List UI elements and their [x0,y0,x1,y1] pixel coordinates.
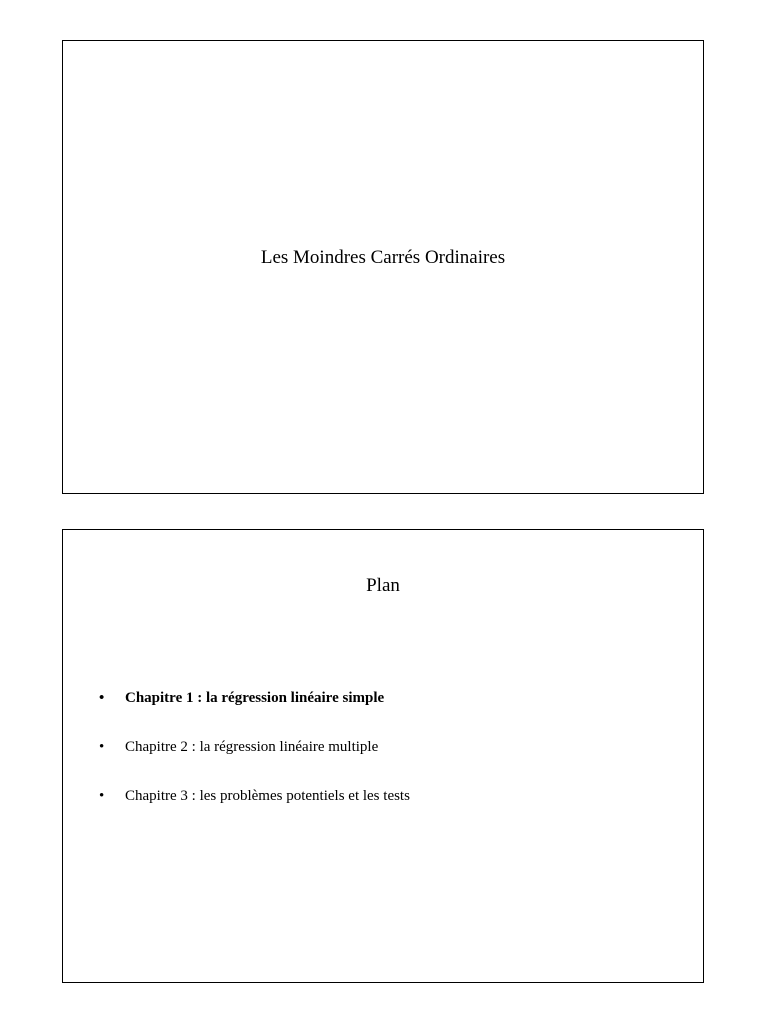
list-item [99,737,410,786]
bullet-icon: • [99,690,105,706]
list-item-label: Chapitre 3 : les problèmes potentiels et les tests [125,788,410,804]
slide-title: Les Moindres Carrés Ordinaires [260,247,506,268]
bullet-icon: • [99,788,105,804]
list-item [99,688,410,737]
list-item-label: Chapitre 2 : la régression linéaire multiple [125,739,379,755]
plan-list [99,688,410,835]
list-item-label: Chapitre 1 : la régression linéaire simple [125,690,385,706]
bullet-icon: • [99,739,105,755]
slide-title: Plan [366,575,400,596]
slide-plan [62,529,704,983]
list-item [99,786,410,835]
slide-title-page [62,40,704,494]
